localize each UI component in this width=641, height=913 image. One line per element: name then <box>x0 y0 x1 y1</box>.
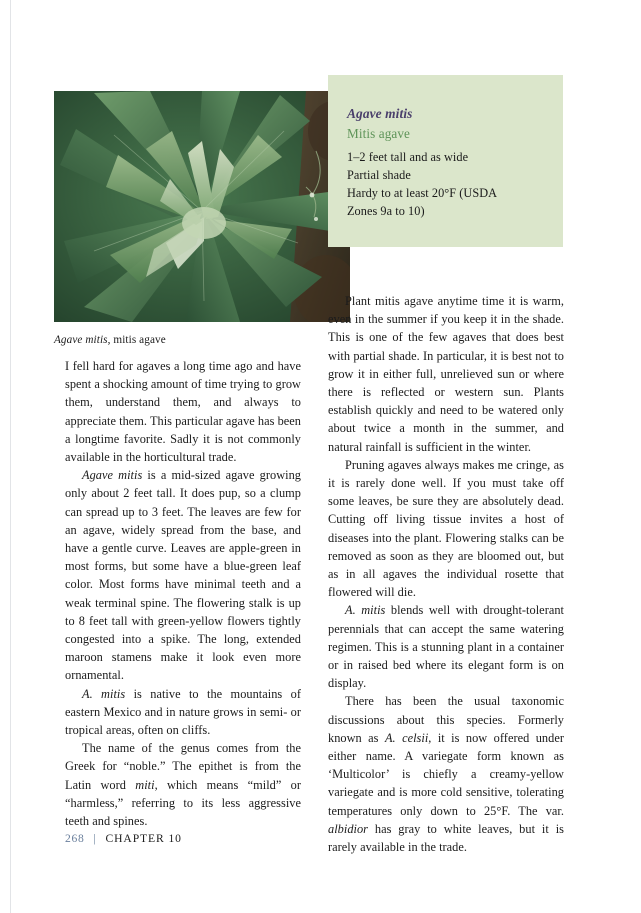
info-hardiness-line-1: Hardy to at least 20°F (USDA <box>347 186 498 201</box>
paragraph-etymology: The name of the genus comes from the Greek for “noble.” The epithet is from the Latin word miti, which means “mild” or “harmless,” referring to its less aggressive teeth and spines. <box>65 741 301 829</box>
footer-separator: | <box>93 832 97 845</box>
photo-caption-scientific-name: Agave mitis <box>54 334 108 346</box>
paragraph-habitat: A. mitis is native to the mountains of eastern Mexico and in nature grows in semi- or tropical areas, often on cliffs. <box>65 686 301 738</box>
right-text-column <box>328 292 564 856</box>
page-footer <box>65 832 182 845</box>
agave-rosette-illustration <box>54 91 350 322</box>
info-size: 1–2 feet tall and as wide <box>347 150 469 165</box>
info-exposure: Partial shade <box>347 168 411 183</box>
left-text-column <box>65 357 301 830</box>
paragraph-planting: Plant mitis agave anytime time it is warm, even in the summer if you keep it in the shade. This is one of the few agaves that does best with partial shade. In particular, it is best not to grow it in either full, unrelieved sun or where there is reflected or western sun. Plants establish quickly and need to be watered only about twice a month in the summer, and natural rainfall is sufficient in the winter. <box>328 294 564 454</box>
paragraph-taxonomy: There has been the usual taxonomic discussions about this species. Formerly known as A. celsii, it is now offered under either name. A variegate form known as ‘Multicolor’ is chiefly a creamy-yellow variegate and is more cold sensitive, tolerating temperatures only down to 25°F. The var. albidior has gray to white leaves, but it is rarely available in the trade. <box>328 694 564 855</box>
agave-photograph <box>54 91 350 322</box>
page-number: 268 <box>65 832 85 845</box>
paragraph-companions: A. mitis blends well with drought-tolerant perennials that can accept the same watering regimen. This is a stunning plant in a container or in raised bed where its elegant form is on display. <box>328 603 564 691</box>
info-hardiness-line-2: Zones 9a to 10) <box>347 204 425 219</box>
agave-photo-figure <box>54 91 350 348</box>
photo-caption <box>54 333 350 348</box>
paragraph-pruning: Pruning agaves always makes me cringe, as it is rarely done well. If you must take off some leaves, be sure they are absolutely dead. Cutting off living tissue invites a host of diseases into the plant. Flowering stalks can be removed as soon as they are bloomed out, but as in all agaves the individual rosette that flowered will die. <box>328 457 564 600</box>
paragraph-intro: I fell hard for agaves a long time ago and have spent a shocking amount of time trying to grow them, understand them, and always to appreciate them. This particular agave has been a longtime favorite. Sadly it is not commonly available in the horticultural trade. <box>65 359 301 465</box>
photo-caption-common-name: , mitis agave <box>107 334 166 346</box>
info-common-name: Mitis agave <box>347 125 410 141</box>
paragraph-description: Agave mitis is a mid-sized agave growing only about 2 feet tall. It does pup, so a clump can spread up to 3 feet. The leaves are few for an agave, widely spread from the base, and have a gentle curve. Leaves are apple-green in most forms, but some have a blue-green leaf color. Most forms have minimal teeth and a weak terminal spine. The flowering stalk is up to 8 feet tall with green-yellow flowers tightly congested into a spike. The long, extended maroon stamens make it look even more ornamental. <box>65 468 302 683</box>
species-info-box <box>328 75 563 247</box>
chapter-label: CHAPTER 10 <box>105 832 182 845</box>
info-scientific-name: Agave mitis <box>347 106 413 121</box>
